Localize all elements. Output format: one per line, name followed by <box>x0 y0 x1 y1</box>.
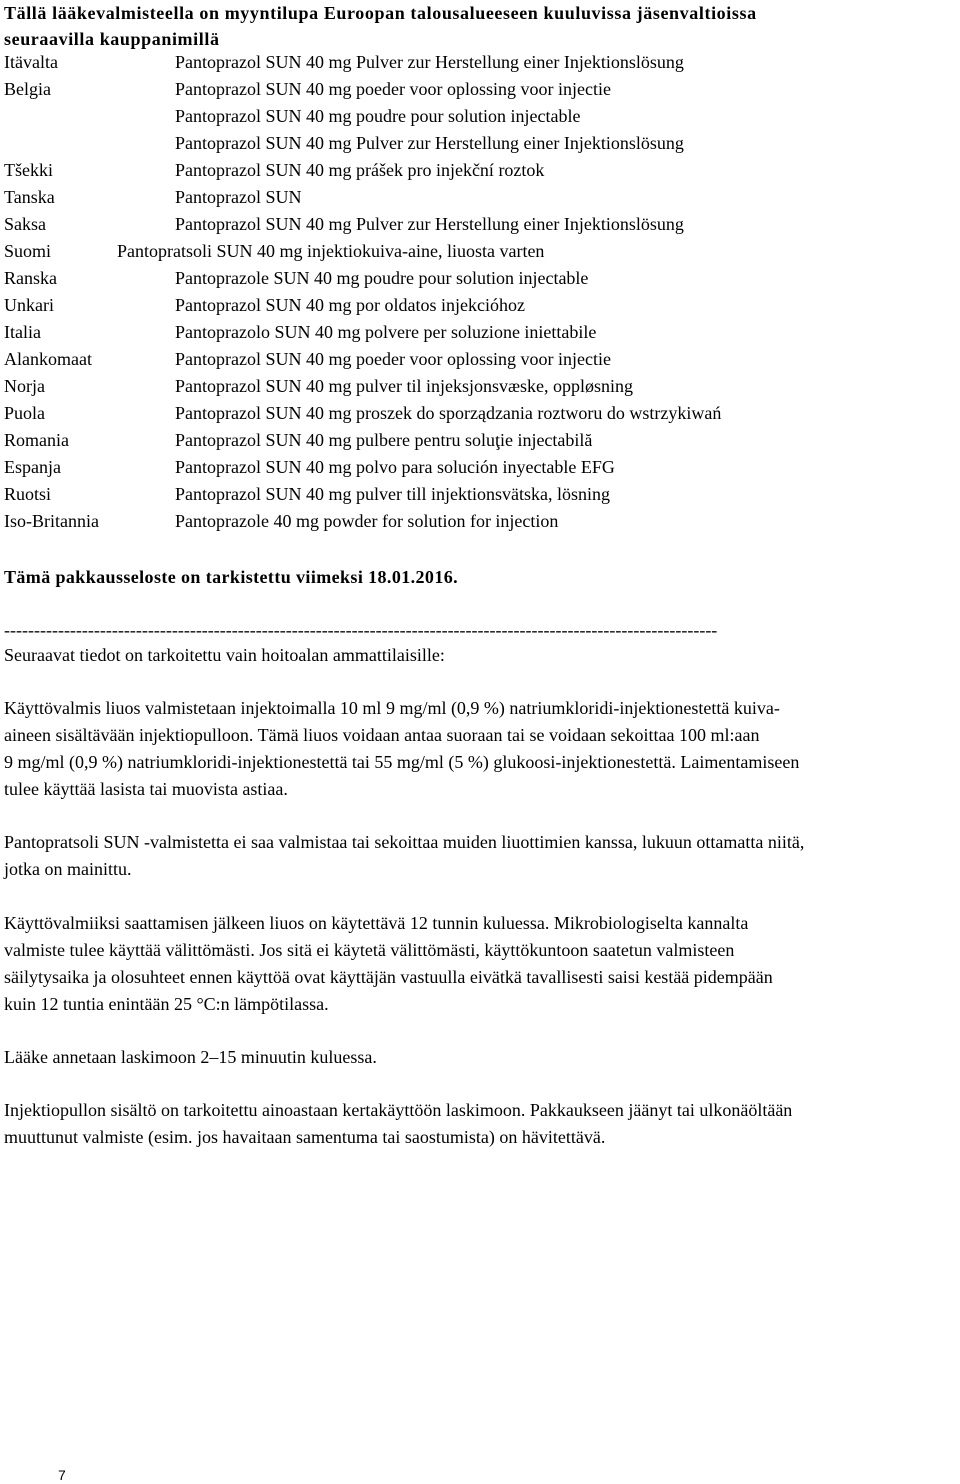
country-name: Saksa <box>4 214 46 234</box>
section-divider: ----------------------------------------------------------------------------------------------------------------------- <box>4 620 718 640</box>
paragraph-line: valmiste tulee käyttää välittömästi. Jos sitä ei käytetä välittömästi, käyttökuntoon saatetun valmisteen <box>4 940 735 960</box>
paragraph-line: jotka on mainittu. <box>4 859 132 879</box>
paragraph-line: säilytysaika ja olosuhteet ennen käyttöä ovat käyttäjän vastuulla eivätkä tavallisesti saisi kestää pidempään <box>4 967 773 987</box>
paragraph-line: 9 mg/ml (0,9 %) natriumkloridi-injektionestettä tai 55 mg/ml (5 %) glukoosi-injektionestettä. Laimentamiseen <box>4 752 800 772</box>
product-name: Pantopratsoli SUN 40 mg injektiokuiva-aine, liuosta varten <box>117 241 545 261</box>
list-item <box>4 238 954 265</box>
list-item <box>4 427 954 454</box>
list-item <box>4 157 954 184</box>
list-item <box>4 265 954 292</box>
product-name: Pantoprazol SUN 40 mg Pulver zur Herstellung einer Injektionslösung <box>175 133 684 153</box>
list-item <box>4 508 954 535</box>
heading-line-1: Tällä lääkevalmisteella on myyntilupa Euroopan talousalueeseen kuuluvissa jäsenvaltioissa <box>4 3 757 23</box>
single-use-paragraph <box>4 1097 954 1151</box>
storage-paragraph <box>4 910 954 1018</box>
product-name: Pantoprazol SUN 40 mg prášek pro injekční roztok <box>175 160 545 180</box>
product-name: Pantoprazol SUN 40 mg Pulver zur Herstellung einer Injektionslösung <box>175 52 684 72</box>
heading-line-2: seuraavilla kauppanimillä <box>4 29 220 49</box>
country-name: Puola <box>4 403 46 423</box>
country-name: Tanska <box>4 187 55 207</box>
paragraph-line: Käyttövalmis liuos valmistetaan injektoimalla 10 ml 9 mg/ml (0,9 %) natriumkloridi-injektionestettä kuiva- <box>4 698 780 718</box>
mixing-restriction-paragraph <box>4 829 954 883</box>
country-name: Unkari <box>4 295 54 315</box>
country-name: Itävalta <box>4 52 58 72</box>
product-name: Pantoprazolo SUN 40 mg polvere per soluzione iniettabile <box>175 322 597 342</box>
list-item <box>4 319 954 346</box>
country-name: Suomi <box>4 241 52 261</box>
paragraph-line: Lääke annetaan laskimoon 2–15 minuutin kuluessa. <box>4 1047 377 1067</box>
list-item <box>4 211 954 238</box>
page-number: 7 <box>58 1467 66 1483</box>
administration-paragraph <box>4 1044 954 1071</box>
product-name: Pantoprazol SUN 40 mg poeder voor oplossing voor injectie <box>175 79 611 99</box>
country-name: Italia <box>4 322 41 342</box>
country-name: Iso-Britannia <box>4 511 99 531</box>
professional-info-note: Seuraavat tiedot on tarkoitettu vain hoitoalan ammattilaisille: <box>4 645 445 665</box>
reconstitution-paragraph <box>4 695 954 803</box>
country-name: Espanja <box>4 457 61 477</box>
country-name: Ranska <box>4 268 57 288</box>
paragraph-line: Pantopratsoli SUN -valmistetta ei saa valmistaa tai sekoittaa muiden liuottimien kanssa, lukuun ottamatta niitä, <box>4 832 805 852</box>
product-name: Pantoprazol SUN 40 mg polvo para solución inyectable EFG <box>175 457 615 477</box>
list-item <box>4 292 954 319</box>
country-name: Tšekki <box>4 160 53 180</box>
list-item <box>4 481 954 508</box>
product-name: Pantoprazol SUN 40 mg pulver til injeksjonsvæske, oppløsning <box>175 376 633 396</box>
list-item <box>4 49 954 76</box>
paragraph-line: Käyttövalmiiksi saattamisen jälkeen liuos on käytettävä 12 tunnin kuluessa. Mikrobiologiselta kannalta <box>4 913 749 933</box>
country-name: Alankomaat <box>4 349 92 369</box>
list-item <box>4 400 954 427</box>
list-item <box>4 346 954 373</box>
product-name: Pantoprazol SUN <box>175 187 302 207</box>
country-product-list <box>4 49 954 535</box>
product-name: Pantoprazol SUN 40 mg Pulver zur Herstellung einer Injektionslösung <box>175 214 684 234</box>
product-name: Pantoprazole SUN 40 mg poudre pour solution injectable <box>175 268 589 288</box>
product-name: Pantoprazol SUN 40 mg pulver till injektionsvätska, lösning <box>175 484 610 504</box>
revision-date-statement: Tämä pakkausseloste on tarkistettu viimeksi 18.01.2016. <box>4 567 459 587</box>
product-name: Pantoprazol SUN 40 mg proszek do sporządzania roztworu do wstrzykiwań <box>175 403 722 423</box>
product-name: Pantoprazole 40 mg powder for solution for injection <box>175 511 559 531</box>
paragraph-line: Injektiopullon sisältö on tarkoitettu ainoastaan kertakäyttöön laskimoon. Pakkaukseen jäänyt tai ulkonäöltään <box>4 1100 793 1120</box>
list-item <box>4 454 954 481</box>
paragraph-line: aineen sisältävään injektiopulloon. Tämä liuos voidaan antaa suoraan tai se voidaan sekoittaa 100 ml:aan <box>4 725 760 745</box>
product-name: Pantoprazol SUN 40 mg poudre pour solution injectable <box>175 106 581 126</box>
country-name: Ruotsi <box>4 484 52 504</box>
paragraph-line: muuttunut valmiste (esim. jos havaitaan samentuma tai saostumista) on hävitettävä. <box>4 1127 606 1147</box>
list-item <box>4 76 954 103</box>
product-name: Pantoprazol SUN 40 mg poeder voor oplossing voor injectie <box>175 349 611 369</box>
product-name: Pantoprazol SUN 40 mg por oldatos injekcióhoz <box>175 295 525 315</box>
country-name: Romania <box>4 430 69 450</box>
country-name: Belgia <box>4 79 51 99</box>
list-item <box>4 373 954 400</box>
list-item <box>4 184 954 211</box>
list-item <box>4 130 954 157</box>
product-name: Pantoprazol SUN 40 mg pulbere pentru soluţie injectabilă <box>175 430 593 450</box>
paragraph-line: kuin 12 tuntia enintään 25 °C:n lämpötilassa. <box>4 994 329 1014</box>
paragraph-line: tulee käyttää lasista tai muovista astiaa. <box>4 779 288 799</box>
list-item <box>4 103 954 130</box>
country-name: Norja <box>4 376 45 396</box>
marketing-authorisation-heading <box>4 0 757 52</box>
